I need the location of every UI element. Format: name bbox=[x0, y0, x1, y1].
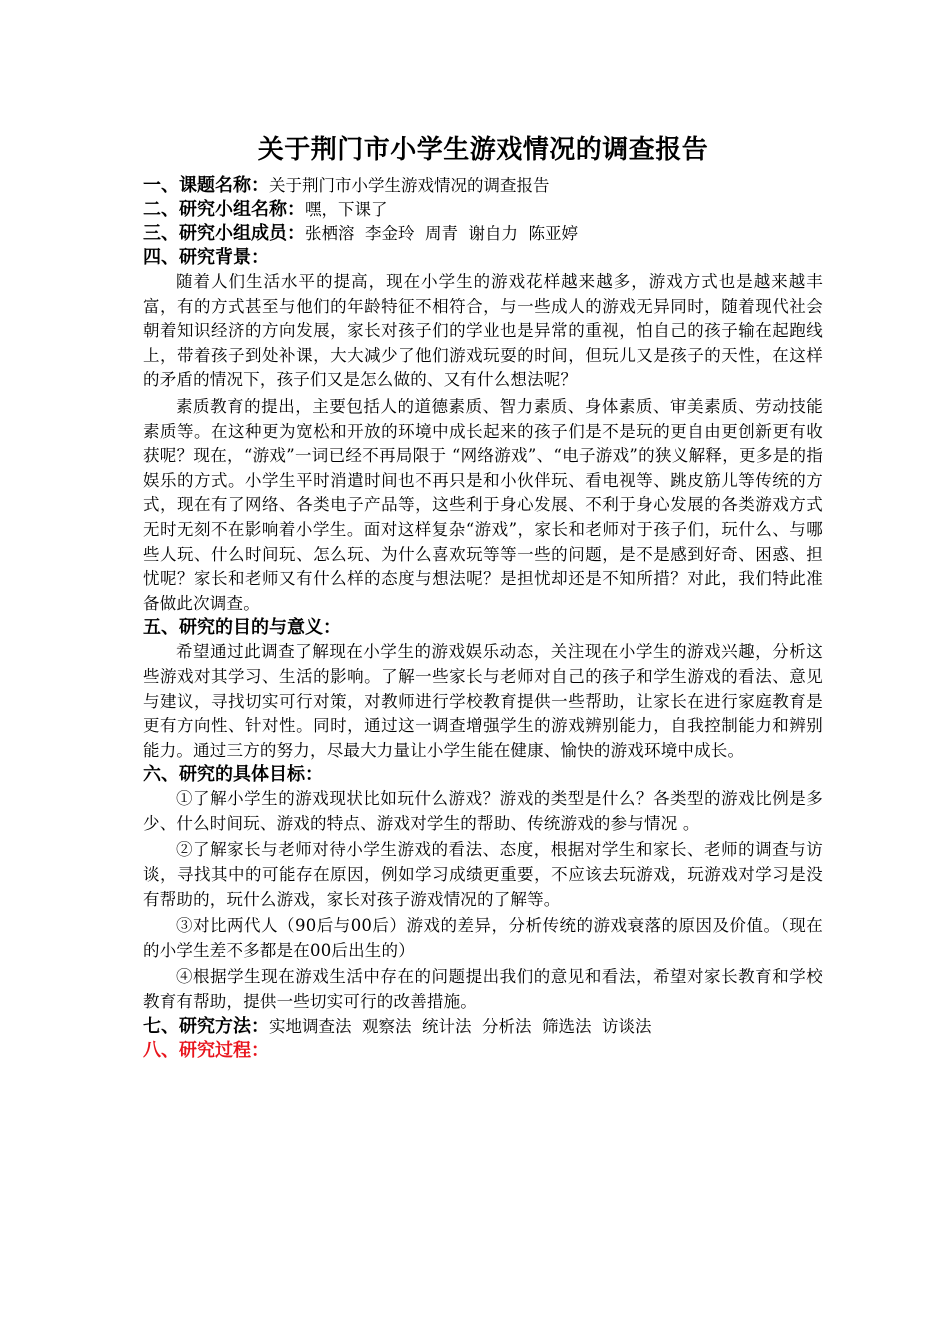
goal-item: ①了解小学生的游戏现状比如玩什么游戏？游戏的类型是什么？各类型的游戏比例是多少、什么时间玩、游戏的特点、游戏对学生的帮助、传统游戏的参与情况 。 bbox=[143, 789, 823, 833]
section-methods bbox=[143, 1015, 823, 1039]
section-background bbox=[143, 246, 823, 270]
document-page bbox=[143, 130, 823, 1063]
paragraph: 随着人们生活水平的提高，现在小学生的游戏花样越来越多，游戏方式也是越来越丰富，有的方式甚至与他们的年龄特征不相符合，与一些成人的游戏无异同时，随着现代社会朝着知识经济的方向发展，家长对孩子们的学业也是异常的重视，怕自己的孩子输在起跑线上，带着孩子到处补课，大大减少了他们游戏玩耍的时间，但玩儿又是孩子的天性，在这样的矛盾的情况下，孩子们又是怎么做的、又有什么想法呢？ bbox=[143, 272, 823, 390]
section-value: 嘿，下课了 bbox=[305, 200, 388, 219]
section-goals bbox=[143, 763, 823, 787]
section-group-members bbox=[143, 222, 823, 246]
section-group-name bbox=[143, 198, 823, 222]
goal-item: ④根据学生现在游戏生活中存在的问题提出我们的意见和看法，希望对家长教育和学校教育有帮助，提供一些切实可行的改善措施。 bbox=[143, 967, 823, 1012]
section-value: 实地调查法 观察法 统计法 分析法 筛选法 访谈法 bbox=[269, 1016, 652, 1036]
section-heading: 六、研究的具体目标： bbox=[143, 764, 323, 786]
section-process bbox=[143, 1039, 823, 1063]
section-heading: 五、研究的目的与意义： bbox=[143, 617, 341, 639]
section-topic-name bbox=[143, 174, 823, 198]
section-heading: 一、课题名称： bbox=[143, 175, 269, 196]
section-heading: 四、研究背景： bbox=[143, 247, 269, 268]
section-heading: 二、研究小组名称： bbox=[143, 199, 305, 220]
goal-item: ③对比两代人（90后与00后）游戏的差异，分析传统的游戏衰落的原因及价值。（现在的小学生差不多都是在00后出生的） bbox=[143, 916, 823, 960]
section-heading: 三、研究小组成员： bbox=[143, 223, 305, 244]
section-heading: 七、研究方法： bbox=[143, 1015, 269, 1037]
section-purpose bbox=[143, 616, 823, 640]
section-value: 张栖溶 李金玲 周青 谢自力 陈亚婷 bbox=[305, 224, 578, 243]
section-value: 关于荆门市小学生游戏情况的调查报告 bbox=[269, 176, 550, 195]
paragraph: 希望通过此调查了解现在小学生的游戏娱乐动态，关注现在小学生的游戏兴趣，分析这些游戏对其学习、生活的影响。了解一些家长与老师对自己的孩子和学生游戏的看法、意见与建议，寻找切实可行对策，对教师进行学校教育提供一些帮助，让家长在进行家庭教育是更有方向性、针对性。同时，通过这一调查增强学生的游戏辨别能力，自我控制能力和辨别能力。通过三方的努力，尽最大力量让小学生能在健康、愉快的游戏环境中成长。 bbox=[143, 642, 823, 760]
paragraph: 素质教育的提出，主要包括人的道德素质、智力素质、身体素质、审美素质、劳动技能素质等。在这种更为宽松和开放的环境中成长起来的孩子们是不是玩的更自由更创新更有收获呢？现在，“游戏”一词已经不再局限于 “网络游戏”、“电子游戏”的狭义解释，更多是的指娱乐的方式。小学生平时消遣时间也不再只是和小伙伴玩、看电视等、跳皮筋儿等传统的方式，现在有了网络、各类电子产品等，这些利于身心发展、不利于身心发展的各类游戏方式无时无刻不在影响着小学生。面对这样复杂“游戏”，家长和老师对于孩子们，玩什么、与哪些人玩、什么时间玩、怎么玩、为什么喜欢玩等等一些的问题，是不是感到好奇、困惑、担忧呢？家长和老师又有什么样的态度与想法呢？是担忧却还是不知所措？对此，我们特此准备做此次调查。 bbox=[143, 396, 823, 613]
section-heading: 八、研究过程： bbox=[143, 1039, 269, 1061]
goal-item: ②了解家长与老师对待小学生游戏的看法、态度，根据对学生和家长、老师的调查与访谈，寻找其中的可能存在原因，例如学习成绩更重要，不应该去玩游戏，玩游戏对学习是没有帮助的，玩什么游戏，家长对孩子游戏情况的了解等。 bbox=[143, 840, 823, 909]
document-title: 关于荆门市小学生游戏情况的调查报告 bbox=[257, 135, 709, 165]
